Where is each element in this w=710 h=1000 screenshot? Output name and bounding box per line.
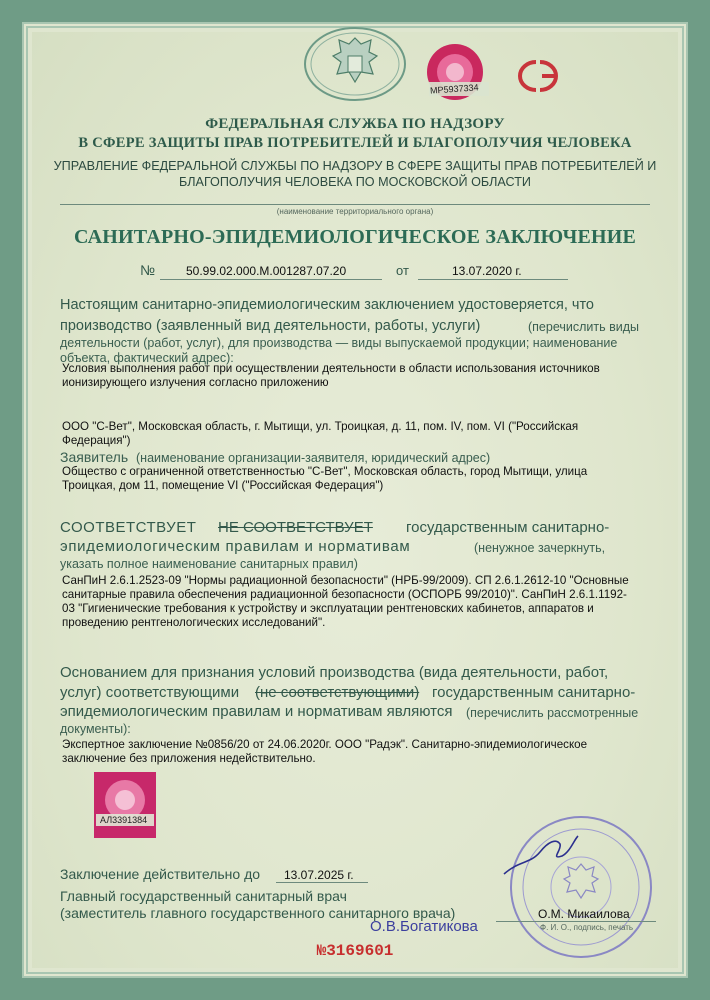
complies-line2a: эпидемиологическим правилам и нормативам	[60, 538, 411, 555]
management-line2: БЛАГОПОЛУЧИЯ ЧЕЛОВЕКА ПО МОСКОВСКОЙ ОБЛАСТИ	[179, 175, 531, 189]
signer-caption: Ф. И. О., подпись, печать	[540, 923, 634, 932]
russian-emblem-icon	[300, 24, 410, 104]
valid-until-label: Заключение действительно до	[60, 866, 261, 882]
signature-icon	[500, 830, 580, 880]
object-address-line1: ООО "С-Вет", Московская область, г. Мытищи, ул. Троицкая, д. 11, пом. IV, пом. VI ("Российская	[62, 420, 579, 433]
complies-word: СООТВЕТСТВУЕТ	[60, 519, 197, 536]
applicant-line2: Троицкая, дом 11, помещение VI ("Российская Федерация")	[62, 479, 384, 492]
agency-title-line2: В СФЕРЕ ЗАЩИТЫ ПРАВ ПОТРЕБИТЕЛЕЙ И БЛАГОПОЛУЧИЯ ЧЕЛОВЕКА	[78, 135, 632, 151]
hologram-code: МР5937334	[429, 82, 479, 96]
expert-line1: Экспертное заключение №0856/20 от 24.06.2020г. ООО "Радэк". Санитарно-эпидемиологическое	[62, 738, 588, 751]
cert-statement-line2b: (перечислить виды	[528, 320, 640, 334]
applicant-line1: Общество с ограниченной ответственностью "С-Вет", Московская область, город Мытищи, улица	[62, 465, 588, 478]
basis-line1: Основанием для признания условий производства (вида деятельности, работ,	[60, 664, 609, 681]
activity-line1: Условия выполнения работ при осуществлении деятельности в области использования источников	[62, 362, 600, 375]
cert-statement-line1: Настоящим санитарно-эпидемиологическим заключением удостоверяется, что	[60, 297, 594, 313]
hologram-bottom-code: АЛ3391384	[100, 815, 148, 825]
basis-line2a: услуг) соответствующими	[60, 684, 240, 701]
rules-line1: СанПиН 2.6.1.2523-09 "Нормы радиационной безопасности" (НРБ-99/2009). СП 2.6.1.2612-10 "Основные	[62, 574, 629, 587]
stamp-name: О.В.Богатикова	[370, 918, 478, 935]
basis-line2-struck: (не соответствующими)	[255, 684, 420, 701]
not-complies-word: НЕ СООТВЕТСТВУЕТ	[218, 519, 373, 536]
valid-until-value: 13.07.2025 г.	[284, 868, 354, 882]
chief-line1: Главный государственный санитарный врач	[60, 888, 347, 904]
basis-line3b: (перечислить рассмотренные	[466, 706, 639, 720]
hologram-sticker-bottom-icon	[92, 770, 158, 840]
serial-number: №3169601	[316, 942, 394, 960]
rules-line3: 03 "Гигиенические требования к устройству и эксплуатации рентгеновских кабинетов, аппаратов и	[62, 602, 594, 615]
basis-line4: документы):	[60, 722, 131, 736]
document-title: САНИТАРНО-ЭПИДЕМИОЛОГИЧЕСКОЕ ЗАКЛЮЧЕНИЕ	[73, 226, 637, 248]
agency-title-line1: ФЕДЕРАЛЬНАЯ СЛУЖБА ПО НАДЗОРУ	[205, 116, 505, 132]
management-line1: УПРАВЛЕНИЕ ФЕДЕРАЛЬНОЙ СЛУЖБЫ ПО НАДЗОРУ В СФЕРЕ ЗАЩИТЫ ПРАВ ПОТРЕБИТЕЛЕЙ И	[53, 159, 657, 173]
signer-name: О.М. Микаилова	[538, 907, 630, 921]
cert-statement-line3: деятельности (работ, услуг), для производства — виды выпускаемой продукции; наименование	[60, 336, 618, 350]
basis-line3a: эпидемиологическим правилам и нормативам являются	[60, 703, 453, 720]
basis-line2b: государственным санитарно-	[432, 684, 636, 701]
number-label: №	[140, 262, 156, 278]
complies-line3: указать полное наименование санитарных правил)	[60, 557, 358, 571]
complies-line2b: (ненужное зачеркнуть,	[474, 541, 606, 555]
number-value: 50.99.02.000.М.001287.07.20	[186, 264, 347, 278]
date-value: 13.07.2020 г.	[452, 264, 522, 278]
cert-statement-line2a: производство (заявленный вид деятельности, работы, услуги)	[60, 318, 481, 334]
chief-line2: (заместитель главного государственного санитарного врача)	[60, 905, 456, 921]
date-label: от	[396, 263, 409, 278]
rules-line4: проведению рентгенологических исследований".	[62, 616, 326, 629]
territorial-caption: (наименование территориального органа)	[276, 207, 434, 216]
object-address-line2: Федерация")	[62, 434, 131, 447]
expert-line2: заключение без приложения недействительно.	[62, 752, 316, 765]
applicant-label: Заявитель	[60, 449, 129, 465]
complies-rest: государственным санитарно-	[406, 519, 610, 536]
activity-line2: ионизирующего излучения согласно приложению	[62, 376, 329, 389]
rosstandart-logo-icon	[510, 56, 574, 96]
cert-statement-line4: объекта, фактический адрес):	[60, 351, 234, 365]
applicant-hint: (наименование организации-заявителя, юридический адрес)	[136, 451, 491, 465]
rules-line2: санитарные правила обеспечения радиационной безопасности (ОСПОРБ 99/2010)". СанПиН 2.6.1.1192-	[62, 588, 627, 601]
